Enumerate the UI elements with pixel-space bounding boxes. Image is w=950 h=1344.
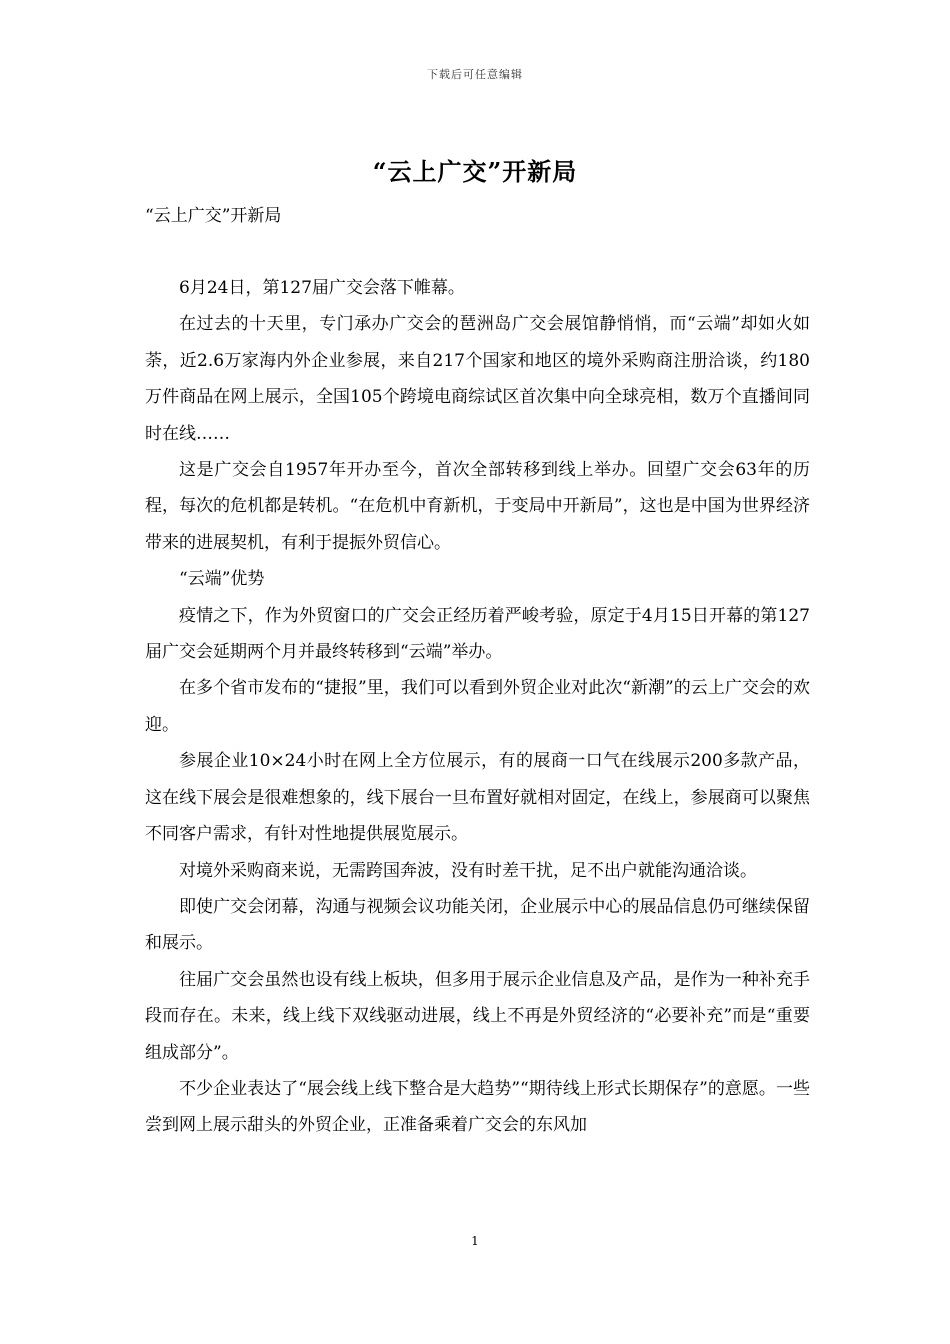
paragraph: 在过去的十天里，专门承办广交会的琶洲岛广交会展馆静悄悄，而“云端”却如火如荼，近2.6万家海内外企业参展，来自217个国家和地区的境外采购商注册洽谈，约180万件商品在网上展示，全国105个跨境电商综试区首次集中向全球亮相，数万个直播间同时在线…… [145,314,810,444]
paragraph: 不少企业表达了“展会线上线下整合是大趋势”“期待线上形式长期保存”的意愿。一些尝到网上展示甜头的外贸企业，正准备乘着广交会的东风加 [145,1078,810,1136]
section-heading: “云端”优势 [179,569,265,590]
page-number: 1 [471,1234,479,1248]
paragraph: 在多个省市发布的“捷报”里，我们可以看到外贸企业对此次“新潮”的云上广交会的欢迎。 [145,678,810,735]
document-body [145,270,810,1144]
paragraph: 疫情之下，作为外贸窗口的广交会正经历着严峻考验，原定于4月15日开幕的第127届广交会延期两个月并最终转移到“云端”举办。 [145,605,810,663]
paragraph: 即使广交会闭幕，沟通与视频会议功能关闭，企业展示中心的展品信息仍可继续保留和展示。 [145,896,810,954]
paragraph: 6月24日，第127届广交会落下帷幕。 [179,278,465,298]
paragraph: 参展企业10×24小时在网上全方位展示，有的展商一口气在线展示200多款产品，这在线下展会是很难想象的，线下展台一旦布置好就相对固定，在线上，参展商可以聚焦不同客户需求，有针对性地提供展览展示。 [145,751,810,845]
header-note: 下载后可任意编辑 [427,68,523,81]
paragraph: 这是广交会自1957年开办至今，首次全部转移到线上举办。回望广交会63年的历程，每次的危机都是转机。“在危机中育新机，于变局中开新局”，这也是中国为世界经济带来的进展契机，有利于提振外贸信心。 [145,460,810,553]
paragraph: 往届广交会虽然也设有线上板块，但多用于展示企业信息及产品，是作为一种补充手段而存在。未来，线上线下双线驱动进展，线上不再是外贸经济的“必要补充”而是“重要组成部分”。 [145,969,810,1063]
paragraph: 对境外采购商来说，无需跨国奔波，没有时差干扰，足不出户就能沟通洽谈。 [179,860,757,881]
document-title: “云上广交”开新局 [372,157,578,186]
document-subtitle: “云上广交”开新局 [145,206,282,226]
